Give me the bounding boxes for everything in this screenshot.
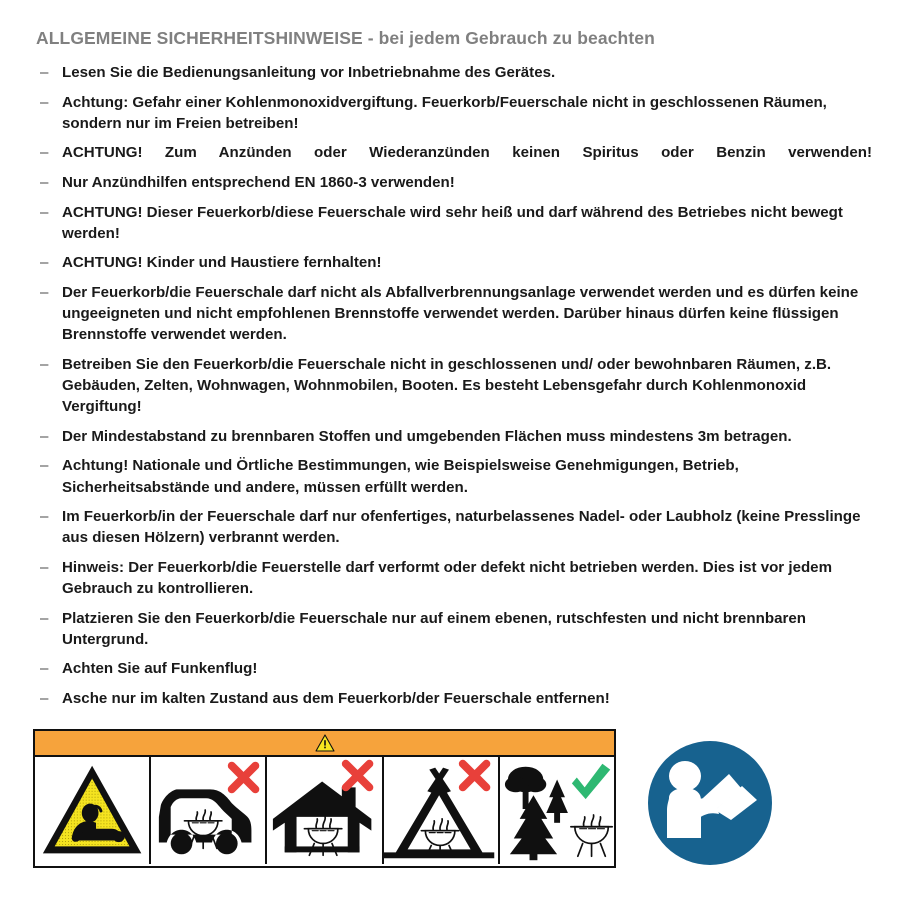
- bullet-dash: –: [40, 609, 49, 627]
- list-item: [36, 172, 872, 193]
- list-item: [36, 688, 872, 709]
- list-item: [36, 92, 872, 134]
- bullet-dash: –: [40, 508, 49, 526]
- vehicle-grill-prohibited-icon: [151, 757, 265, 864]
- safety-notes-list: [36, 62, 872, 718]
- list-item-text: Der Mindestabstand zu brennbaren Stoffen und umgebenden Flächen muss mindestens 3m betragen.: [62, 427, 792, 445]
- cross-mark-icon: [232, 766, 256, 790]
- pictogram-cell-row: [35, 757, 614, 864]
- bullet-dash: –: [40, 355, 49, 373]
- list-item: [36, 608, 872, 650]
- list-item-text: Achtung! Nationale und Örtliche Bestimmungen, wie Beispielsweise Genehmigungen, Betrieb, Sicherheitsabstände und andere, müssen erfüllt werden.: [62, 457, 739, 496]
- tent-grill-prohibited-icon: [384, 757, 498, 864]
- list-item: [36, 354, 872, 417]
- list-item: [36, 658, 872, 679]
- list-item: [36, 426, 872, 447]
- pictogram-cell-use-outdoors: [500, 757, 614, 864]
- list-item-text: ACHTUNG! Kinder und Haustiere fernhalten!: [62, 254, 382, 272]
- list-item-text: Achten Sie auf Funkenflug!: [62, 660, 258, 678]
- list-item-text: Im Feuerkorb/in der Feuerschale darf nur ofenfertiges, naturbelassenes Nadel- oder Laubholz (keine Presslinge aus diesen Hölzern) verbrannt werden.: [62, 508, 861, 547]
- list-item-text: Der Feuerkorb/die Feuerschale darf nicht als Abfallverbrennungsanlage verwendet werden und es dürfen keine ungeeigneten und nicht empfohlenen Brennstoffe verwendet werden. Darüber hinaus dürfen keine flüssigen Brennstoffe verwendet werden.: [62, 284, 859, 344]
- pictogram-warning-banner: [35, 731, 614, 757]
- bullet-dash: –: [40, 64, 49, 81]
- list-item-text: Nur Anzündhilfen entsprechend EN 1860-3 verwenden!: [62, 174, 455, 191]
- house-grill-prohibited-icon: [267, 757, 381, 864]
- cross-mark-icon: [346, 764, 370, 788]
- list-item-text: Platzieren Sie den Feuerkorb/die Feuerschale nur auf einem ebenen, rutschfesten und nicht brennbaren Untergrund.: [62, 609, 806, 648]
- bullet-dash: –: [40, 457, 49, 475]
- list-item: [36, 202, 872, 244]
- bullet-dash: –: [40, 690, 49, 707]
- read-instruction-manual-icon: [645, 738, 775, 868]
- bullet-dash: –: [40, 427, 49, 445]
- list-item: [36, 506, 872, 548]
- bullet-dash: –: [40, 144, 49, 162]
- read-instructions-sign: [645, 738, 775, 868]
- list-item-text: Achtung: Gefahr einer Kohlenmonoxidvergiftung. Feuerkorb/Feuerschale nicht in geschlossenen Räumen, sondern nur im Freien betreiben!: [62, 93, 827, 132]
- list-item-text: ACHTUNG! Zum Anzünden oder Wiederanzünden keinen Spiritus oder Benzin verwenden!: [62, 144, 872, 162]
- outdoors-grill-allowed-icon: [500, 757, 614, 864]
- list-item-text: Lesen Sie die Bedienungsanleitung vor Inbetriebnahme des Gerätes.: [62, 64, 556, 81]
- pictogram-cell-co-poisoning-warning: [35, 757, 151, 864]
- list-item-text: Asche nur im kalten Zustand aus dem Feuerkorb/der Feuerschale entfernen!: [62, 690, 610, 707]
- bullet-dash: –: [40, 174, 49, 191]
- pictogram-panel: [33, 729, 616, 868]
- page-title: ALLGEMEINE SICHERHEITSHINWEISE - bei jedem Gebrauch zu beachten: [36, 28, 655, 48]
- bullet-dash: –: [40, 93, 49, 111]
- list-item: [36, 62, 872, 83]
- list-item: [36, 282, 872, 345]
- list-item: [36, 142, 872, 163]
- bullet-dash: –: [40, 284, 49, 301]
- bullet-dash: –: [40, 254, 49, 272]
- co-poisoning-warning-icon: [35, 757, 149, 864]
- list-item-text: Hinweis: Der Feuerkorb/die Feuerstelle darf verformt oder defekt nicht betrieben werden. Dies ist vor jedem Gebrauch zu kontrollieren.: [62, 558, 832, 597]
- list-item: [36, 455, 872, 497]
- list-item: [36, 557, 872, 599]
- list-item: [36, 252, 872, 273]
- cross-mark-icon: [462, 764, 486, 788]
- pictogram-cell-no-use-in-tent: [384, 757, 500, 864]
- pictogram-cell-no-use-in-vehicle: [151, 757, 267, 864]
- list-item-text: Betreiben Sie den Feuerkorb/die Feuerschale nicht in geschlossenen und/ oder bewohnbaren Räumen, z.B. Gebäuden, Zelten, Wohnwagen, Wohnmobilen, Booten. Es besteht Lebensgefahr durch Kohlenmonoxid Vergiftung!: [62, 355, 832, 416]
- bullet-dash: –: [40, 203, 49, 221]
- list-item-text: ACHTUNG! Dieser Feuerkorb/diese Feuerschale wird sehr heiß und darf während des Betriebes nicht bewegt werden!: [62, 203, 843, 242]
- bullet-dash: –: [40, 660, 49, 678]
- bullet-dash: –: [40, 558, 49, 576]
- check-mark-icon: [572, 764, 610, 799]
- pictogram-cell-no-use-in-house: [267, 757, 383, 864]
- warning-triangle-icon: [315, 734, 335, 752]
